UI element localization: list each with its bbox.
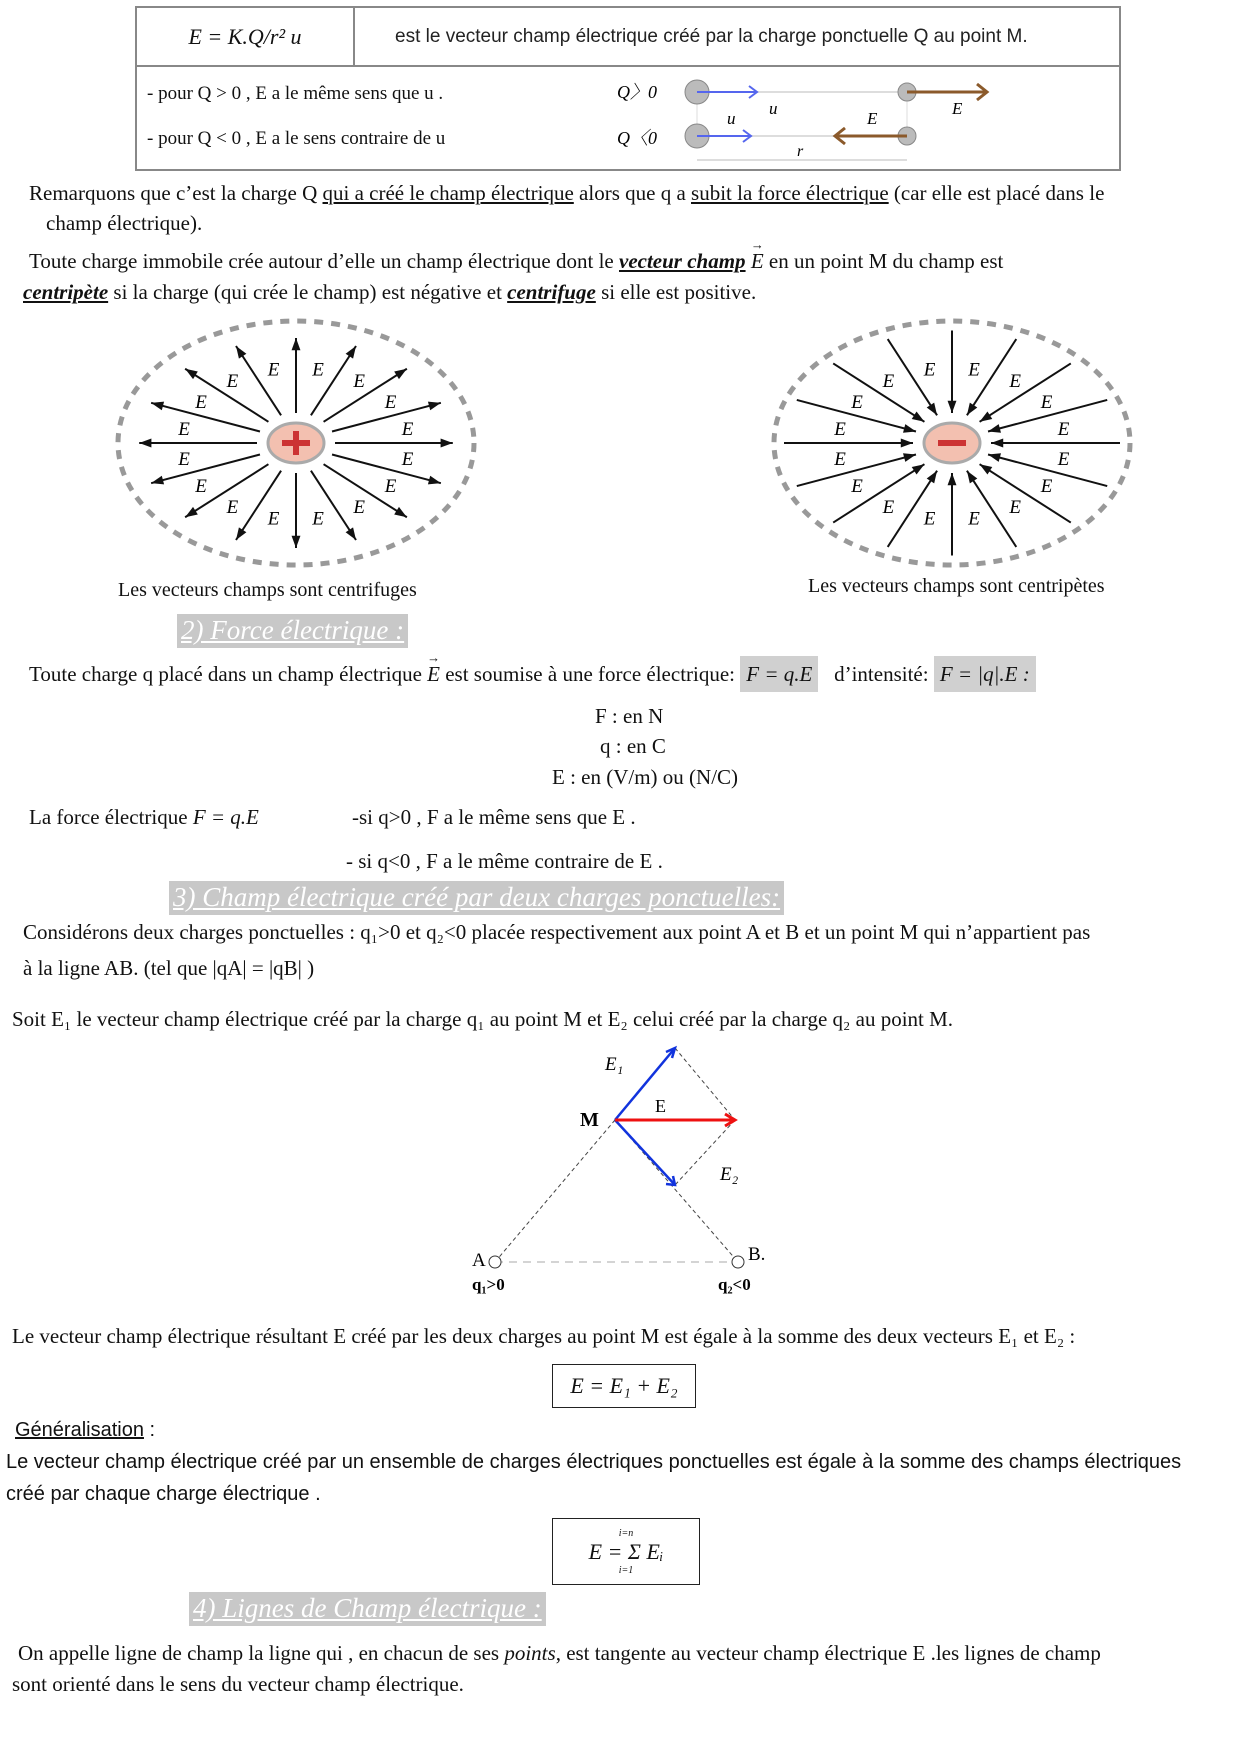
svg-text:E: E (867, 109, 878, 128)
vector-label: E (1009, 370, 1021, 392)
vector-label: E (384, 476, 397, 498)
vector-label: E (882, 370, 895, 392)
arrow-head-icon (980, 464, 993, 474)
two-charges-line2: à la ligne AB. (tel que |qA| = |qB| ) (23, 956, 315, 980)
vector-label: E (178, 419, 190, 441)
vector-label: E (882, 497, 895, 519)
arrow-head-icon (967, 403, 977, 416)
vector-label: E (1040, 476, 1053, 498)
arrow-head-icon (988, 453, 1001, 462)
arrow-head-icon (903, 453, 916, 462)
arrow-head-icon (912, 411, 925, 421)
vector-label: E (401, 448, 414, 470)
svg-text:q₁>0: q₁>0 (472, 1275, 505, 1294)
field-direction-paragraph: Toute charge immobile crée autour d’elle un champ électrique dont le vecteur champ → E en un point M du champ est (29, 251, 1003, 272)
arrow-head-icon (927, 403, 937, 416)
arrow-head-icon (394, 369, 407, 379)
section-3-heading: 3) Champ électrique créé par deux charges ponctuelles: (169, 881, 784, 915)
vector-label: E (195, 476, 207, 498)
vector-label: E (178, 448, 190, 470)
arrow-head-icon (428, 402, 441, 411)
centrifugal-caption: Les vecteurs champs sont centrifuges (118, 579, 417, 601)
field-definition: est le vecteur champ électrique créé par la charge ponctuelle Q au point M. (354, 7, 1120, 66)
svg-text:r: r (797, 143, 804, 160)
svg-text:B.: B. (748, 1244, 766, 1265)
vector-label: E (195, 391, 207, 413)
sum-formula-box: E = E₁ + E₂ (552, 1364, 696, 1408)
vector-label: E (834, 448, 846, 470)
unit-F: F : en N (595, 704, 664, 728)
arrow-head-icon (912, 464, 925, 474)
arrow-head-icon (394, 507, 407, 517)
remark-line2: champ électrique). (46, 211, 203, 235)
arrow-head-icon (967, 471, 977, 484)
svg-text:Q〉0: Q〉0 (617, 82, 657, 102)
generalisation-paragraph: Le vecteur champ électrique créé par un ensemble de charges électriques ponctuelles est égale à la somme des champs électriques (6, 1451, 1182, 1473)
svg-text:u: u (727, 109, 736, 128)
vector-label: E (312, 508, 324, 530)
case-negative: - pour Q < 0 , E a le sens contraire de u (147, 128, 446, 149)
unit-q: q : en C (600, 734, 666, 758)
field-definition-table (135, 6, 1121, 171)
force-intensity-formula: F = |q|.E : (934, 656, 1036, 692)
vector-label: E (834, 419, 846, 441)
arrow-head-icon (948, 473, 957, 485)
vector-label: E (353, 370, 365, 392)
e2-vector (615, 1120, 675, 1185)
vector-label: E (1040, 391, 1053, 413)
svg-text:E: E (952, 99, 963, 118)
vector-label: E (267, 359, 280, 381)
vector-label: E (1057, 448, 1070, 470)
force-negative-case: - si q<0 , F a le même contraire de E . (346, 849, 663, 873)
svg-text:q₂<0: q₂<0 (718, 1275, 751, 1294)
centripetal-field-diagram (762, 312, 1142, 574)
arrow-head-icon (292, 338, 301, 350)
vector-label: E (226, 497, 239, 519)
two-charges-diagram (440, 1040, 800, 1310)
force-positive-case: -si q>0 , F a le même sens que E . (352, 805, 636, 829)
arrow-head-icon (980, 411, 993, 421)
svg-text:M: M (580, 1109, 599, 1131)
arrow-head-icon (346, 527, 356, 540)
arrow-head-icon (991, 439, 1003, 448)
arrow-head-icon (151, 476, 164, 485)
arrow-head-icon (988, 424, 1001, 433)
arrow-head-icon (903, 424, 916, 433)
force-direction-line: La force électrique F = q.E (29, 805, 259, 829)
arrow-head-icon (236, 346, 246, 359)
vector-label: E (312, 359, 324, 381)
case-positive: - pour Q > 0 , E a le même sens que u . (147, 83, 444, 104)
vector-label: E (968, 508, 980, 530)
two-charges-paragraph: Considérons deux charges ponctuelles : q₁>0 et q₂<0 placée respectivement aux point A et B et un point M qui n’appartient pas (23, 920, 1091, 944)
arrow-head-icon (901, 439, 913, 448)
centripetal-caption: Les vecteurs champs sont centripètes (808, 575, 1105, 597)
arrow-head-icon (185, 507, 198, 517)
svg-text:Q〈0: Q〈0 (617, 128, 657, 148)
resultant-vector (615, 1114, 735, 1126)
vector-label: E (401, 419, 414, 441)
vector-label: E (1009, 497, 1021, 519)
vector-label: E (1057, 419, 1070, 441)
arrow-head-icon (948, 401, 957, 413)
resultant-paragraph: Le vecteur champ électrique résultant E créé par les deux charges au point M est égale à la somme des deux vecteurs E₁ et E₂ : (12, 1324, 1076, 1348)
field-direction-line2: centripète si la charge (qui crée le champ) est négative et centrifuge si elle est positive. (23, 280, 757, 304)
arrow-head-icon (139, 439, 151, 448)
arrow-head-icon (292, 536, 301, 548)
vector-label: E (384, 391, 397, 413)
vector-label: E (226, 370, 239, 392)
unit-E: E : en (V/m) ou (N/C) (552, 765, 739, 789)
field-lines-line2: sont orienté dans le sens du vecteur champ électrique. (12, 1672, 464, 1696)
generalisation-line2: créé par chaque charge électrique . (6, 1483, 321, 1505)
force-paragraph: Toute charge q placé dans un champ électrique → E est soumise à une force électrique: F = q.E d’intensité: F = |q|.E : (29, 664, 1036, 685)
field-formula: E = K.Q/r² u (136, 7, 354, 66)
svg-text:E₁: E₁ (605, 1054, 624, 1075)
vector-label: E (851, 391, 863, 413)
vector-label: E (968, 359, 980, 381)
general-formula-box: i=n E = Σ Eᵢ i=1 (552, 1518, 700, 1585)
remark-paragraph: Remarquons que c’est la charge Q qui a créé le champ électrique alors que q a subit la force électrique (car elle est placé dans le (29, 181, 1105, 205)
force-formula: F = q.E (740, 656, 818, 692)
vector-label: E (923, 508, 936, 530)
arrow-head-icon (236, 527, 246, 540)
arrow-head-icon (185, 369, 198, 379)
svg-text:E₂: E₂ (720, 1164, 739, 1185)
section-2-heading: 2) Force électrique : (177, 614, 408, 648)
generalisation-title: Généralisation : (15, 1419, 156, 1441)
section-4-heading: 4) Lignes de Champ électrique : (189, 1592, 546, 1626)
arrow-head-icon (927, 471, 937, 484)
vector-label: E (353, 497, 365, 519)
e1-vector (615, 1048, 675, 1120)
svg-text:A: A (472, 1250, 486, 1271)
e1-e2-definition: Soit E₁ le vecteur champ électrique créé par la charge q₁ au point M et E₂ celui créé par la charge q₂ au point M. (12, 1007, 954, 1031)
svg-text:u: u (769, 99, 778, 118)
vector-label: E (267, 508, 280, 530)
centrifugal-field-diagram (106, 312, 486, 574)
arrow-head-icon (441, 439, 453, 448)
arrow-head-icon (428, 476, 441, 485)
vector-label: E (923, 359, 936, 381)
arrow-head-icon (151, 402, 164, 411)
field-lines-paragraph: On appelle ligne de champ la ligne qui , en chacun de ses points, est tangente au vecteur champ électrique E .les lignes de champ (18, 1641, 1101, 1665)
charge-direction-figure (617, 72, 1037, 172)
vector-label: E (851, 476, 863, 498)
arrow-head-icon (346, 346, 356, 359)
svg-text:E: E (655, 1096, 666, 1116)
